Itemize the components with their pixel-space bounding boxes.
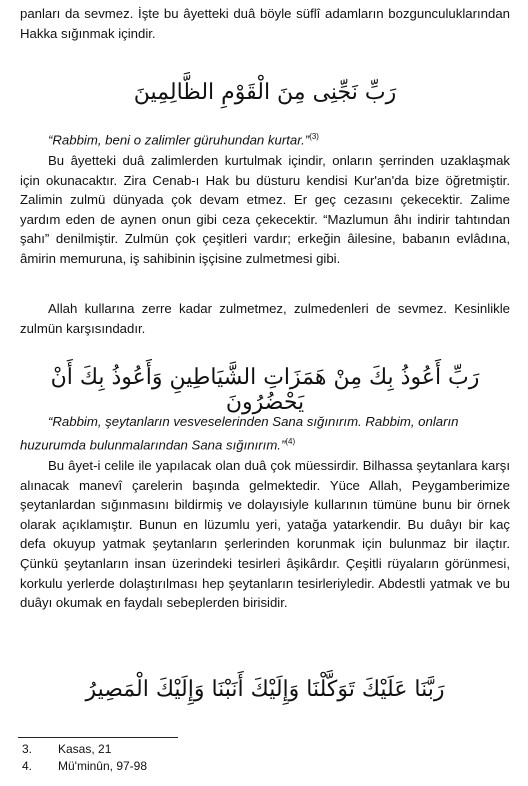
footnote-ref: (4) (285, 436, 296, 446)
paragraph-2: Allah kullarına zerre kadar zulmetmez, zulmedenleri de sevmez. Kesinlikle zulmün karşısındadır. (20, 301, 510, 336)
quote-text: “Rabbim, beni o zalimler güruhundan kurtar.” (48, 132, 310, 148)
footnote-number: 3. (22, 742, 33, 756)
arabic-verse-3: رَبَّنَا عَلَيْكَ تَوَكَّلْنَا وَإِلَيْكَ أَنَبْنَا وَإِلَيْكَ الْمَصِيرُ (85, 677, 445, 702)
footnote-divider (18, 737, 178, 738)
translation-quote-1 (20, 127, 510, 150)
quote-text: “Rabbim, şeytanların vesveselerinden Sana sığınırım. Rabbim, onların huzurumda bulunmalarından Sana sığınırım.” (20, 414, 459, 452)
arabic-verse-2: رَبِّ أَعُوذُ بِكَ مِنْ هَمَزَاتِ الشَّيَاطِينِ وَأَعُوذُ بِكَ أَنْ يَحْضُرُونَ (50, 365, 480, 415)
footnote-text: Mü'minûn, 97-98 (58, 759, 148, 773)
footnote-ref: (3) (309, 132, 319, 141)
footnote-3 (22, 742, 111, 756)
footnote-number: 4. (22, 759, 33, 773)
paragraph-3: Bu âyet-i celile ile yapılacak olan duâ çok müessirdir. Bilhassa şeytanlara karşı alınacak manevî çarelerin başında gelmektedir. Yüce Allah, Peygamberimize şeytanlardan sığınmasını bildirmiş ve dolayısiyle kullarının tümüne bunu bir örnek olarak açıklamıştır. Bunun en lüzumlu yeri, yatağa yatarkendir. Bu duâyı bir kaç defa okuyup yatmak şeytanların şerlerinden korunmak için bulunmaz bir ilaçtır. Çünkü şeytanların insan üzerindeki tesirleri âşikârdır. Çeşitli rüyaların görünmesi, korkulu yerlerde dolaştırılması hep şeytanların tesirleriyledir. Abdestli yatmak ve bu duâyı okumak en faydalı sebeplerden birisidir. (20, 458, 510, 611)
footnote-4 (22, 759, 147, 773)
arabic-verse-1: رَبِّ نَجِّنِى مِنَ الْقَوْمِ الظَّالِمِينَ (133, 80, 397, 105)
translation-quote-2 (20, 412, 510, 455)
paragraph-1: Bu âyetteki duâ zalimlerden kurtulmak içindir, onların şerrinden uzaklaşmak için okunacaktır. Zira Cenab-ı Hak bu düsturu kendisi Kur'an'da bize öğretmiştir. Zalimin zulmü dünyada çok devam etmez. Er geç cezasını çekecektir. Zalime yardım eden de aynen onun gibi ceza çekecektir. “Mazlumun âhı indirir tahtından şahı” denilmiştir. Zulmün çok çeşitleri vardır; erkeğin âilesine, babanın evlâdına, âmirin memuruna, iş sahibinin işçisine zulmetmesi gibi. (20, 153, 510, 266)
paragraph-intro: panları da sevmez. İşte bu âyetteki duâ böyle süflî adamların bozgunculuklarından Hakka sığınmak içindir. (20, 6, 510, 41)
footnote-text: Kasas, 21 (58, 742, 112, 756)
